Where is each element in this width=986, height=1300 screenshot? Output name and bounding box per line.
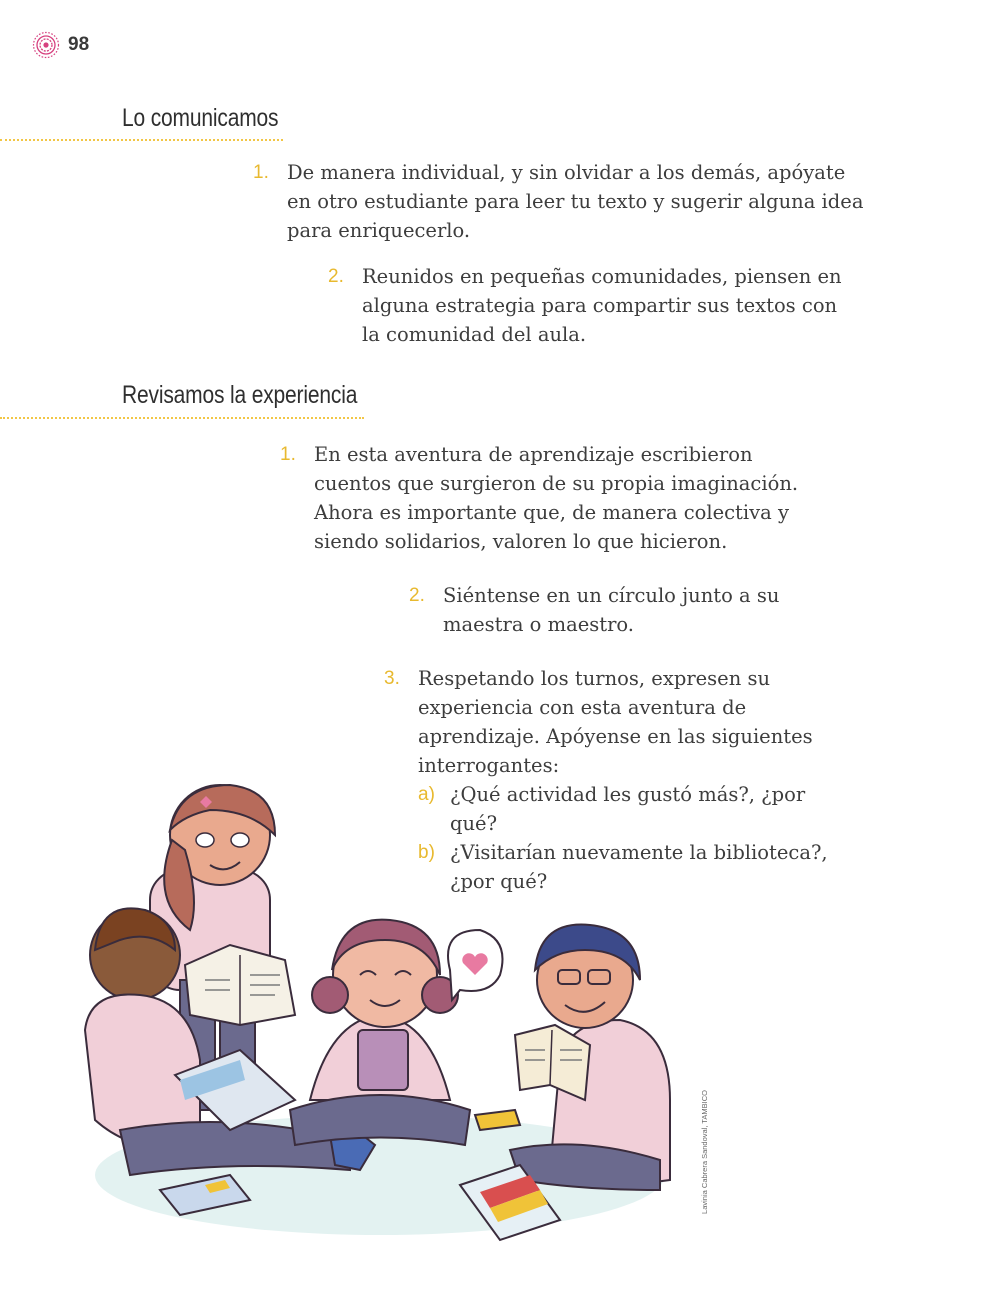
sitting-girl-center: [290, 920, 503, 1145]
page-header: [32, 31, 89, 59]
item-number: 3.: [384, 668, 400, 689]
list-item: [409, 581, 803, 639]
section-title-revisamos-la-experiencia: Revisamos la experiencia: [122, 381, 358, 409]
item-number: 2.: [328, 266, 344, 287]
item-text: De manera individual, y sin olvidar a los demás, apóyate en otro estudiante para leer tu texto y sugerir alguna idea para enriquecerlo.: [287, 161, 864, 242]
item-number: 2.: [409, 585, 425, 606]
sub-item-text: ¿Qué actividad les gustó más?, ¿por qué?: [450, 783, 806, 835]
mandala-icon: [32, 31, 60, 59]
item-text: Siéntense en un círculo junto a su maestra o maestro.: [443, 584, 780, 636]
illustration-credit: Lavinia Cabrera Sandoval, TAMBICO: [700, 1090, 709, 1214]
page-number: 98: [68, 34, 90, 55]
sub-item-letter: b): [418, 842, 435, 863]
item-text: En esta aventura de aprendizaje escribieron cuentos que surgieron de su propia imaginación. Ahora es importante que, de manera colectiva y siendo solidarios, valoren lo que hicieron.: [314, 443, 799, 553]
heading-divider: [0, 417, 364, 419]
sub-item-text: ¿Visitarían nuevamente la biblioteca?, ¿por qué?: [450, 841, 828, 893]
sub-item-letter: a): [418, 784, 435, 805]
item-number: 1.: [253, 162, 269, 183]
section-title-lo-comunicamos: Lo comunicamos: [122, 104, 279, 132]
list-item: [253, 158, 867, 245]
list-item: [280, 440, 819, 556]
sitting-boy-right: [510, 925, 670, 1190]
item-number: 1.: [280, 444, 296, 465]
item-text: Respetando los turnos, expresen su experiencia con esta aventura de aprendizaje. Apóyense en las siguientes interrogantes:: [418, 667, 813, 777]
children-reading-circle-illustration: [80, 780, 690, 1250]
list-item: [328, 262, 842, 349]
heading-divider: [0, 139, 283, 141]
item-text: Reunidos en pequeñas comunidades, piensen en alguna estrategia para compartir sus textos con la comunidad del aula.: [362, 265, 842, 346]
